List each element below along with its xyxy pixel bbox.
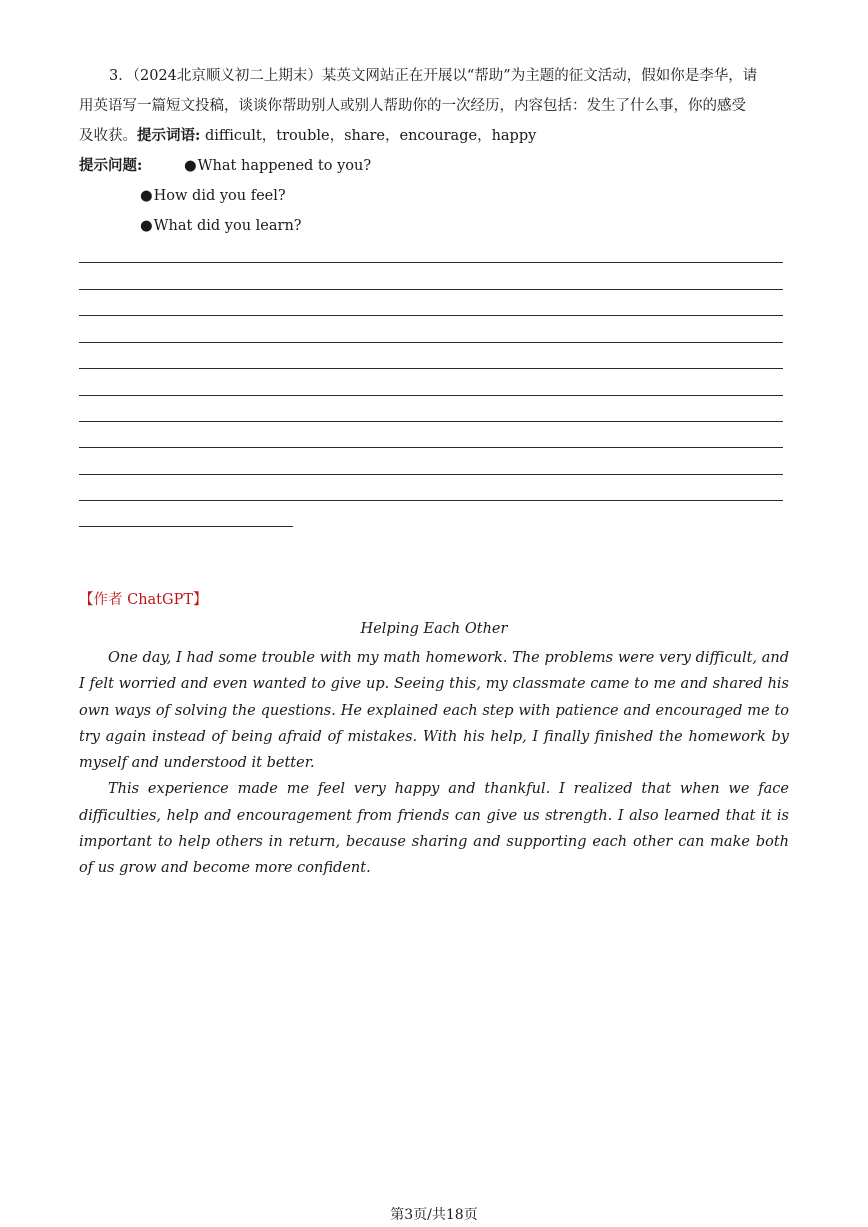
question-line-3-prefix: 及收获。 [79,128,137,144]
bullet-icon: ● [140,188,153,204]
question-line-2: 用英语写一篇短文投稿，谈谈你帮助别人或别人帮助你的一次经历，内容包括：发生了什么事，你的感受 [79,98,746,114]
hint-question-item [184,156,371,176]
bullet-icon: ● [184,158,197,174]
answer-line [79,421,783,422]
question-line-3 [79,126,785,146]
hint-question-item [140,186,286,206]
answer-line [79,289,783,290]
answer-line [79,500,783,501]
essay-paragraph: This experience made me feel very happy and thankful. I realized that when we face difficulties, help and encouragement from friends can give us strength. I also learned that it is important to help others in return, because sharing and supporting each other can make both of us grow and become more confident. [79,781,789,877]
hint-question-text: What happened to you? [197,158,372,174]
essay-title: Helping Each Other [360,621,508,637]
question-line-1: 3．（2024北京顺义初二上期末）某英文网站正在开展以“帮助”为主题的征文活动，假如你是李华，请 [109,68,758,84]
hint-question-item [140,216,302,236]
answer-line [79,474,783,475]
essay-body [79,645,789,882]
author-tag: 【作者 ChatGPT】 [79,592,208,608]
hint-questions-label: 提示问题: [79,157,143,174]
keywords-label: 提示词语: [137,127,201,144]
answer-line-short [79,526,293,527]
answer-line [79,447,783,448]
essay-paragraph: One day, I had some trouble with my math homework. The problems were very difficult, and I felt worried and even wanted to give up. Seeing this, my classmate came to me and shared his own ways of solving the questions. He explained each step with patience and encouraged me to try again instead of being afraid of mistakes. With his help, I finally finished the homework by myself and understood it better. [79,650,789,772]
hint-question-text: What did you learn? [153,218,302,234]
answer-line [79,395,783,396]
answer-line [79,262,783,263]
bullet-icon: ● [140,218,153,234]
answer-line [79,368,783,369]
page-number: 第3页/共18页 [390,1207,478,1223]
answer-line [79,342,783,343]
answer-line [79,315,783,316]
hint-question-text: How did you feel? [153,188,286,204]
keywords-list: difficult，trouble，share，encourage，happy [200,128,537,144]
